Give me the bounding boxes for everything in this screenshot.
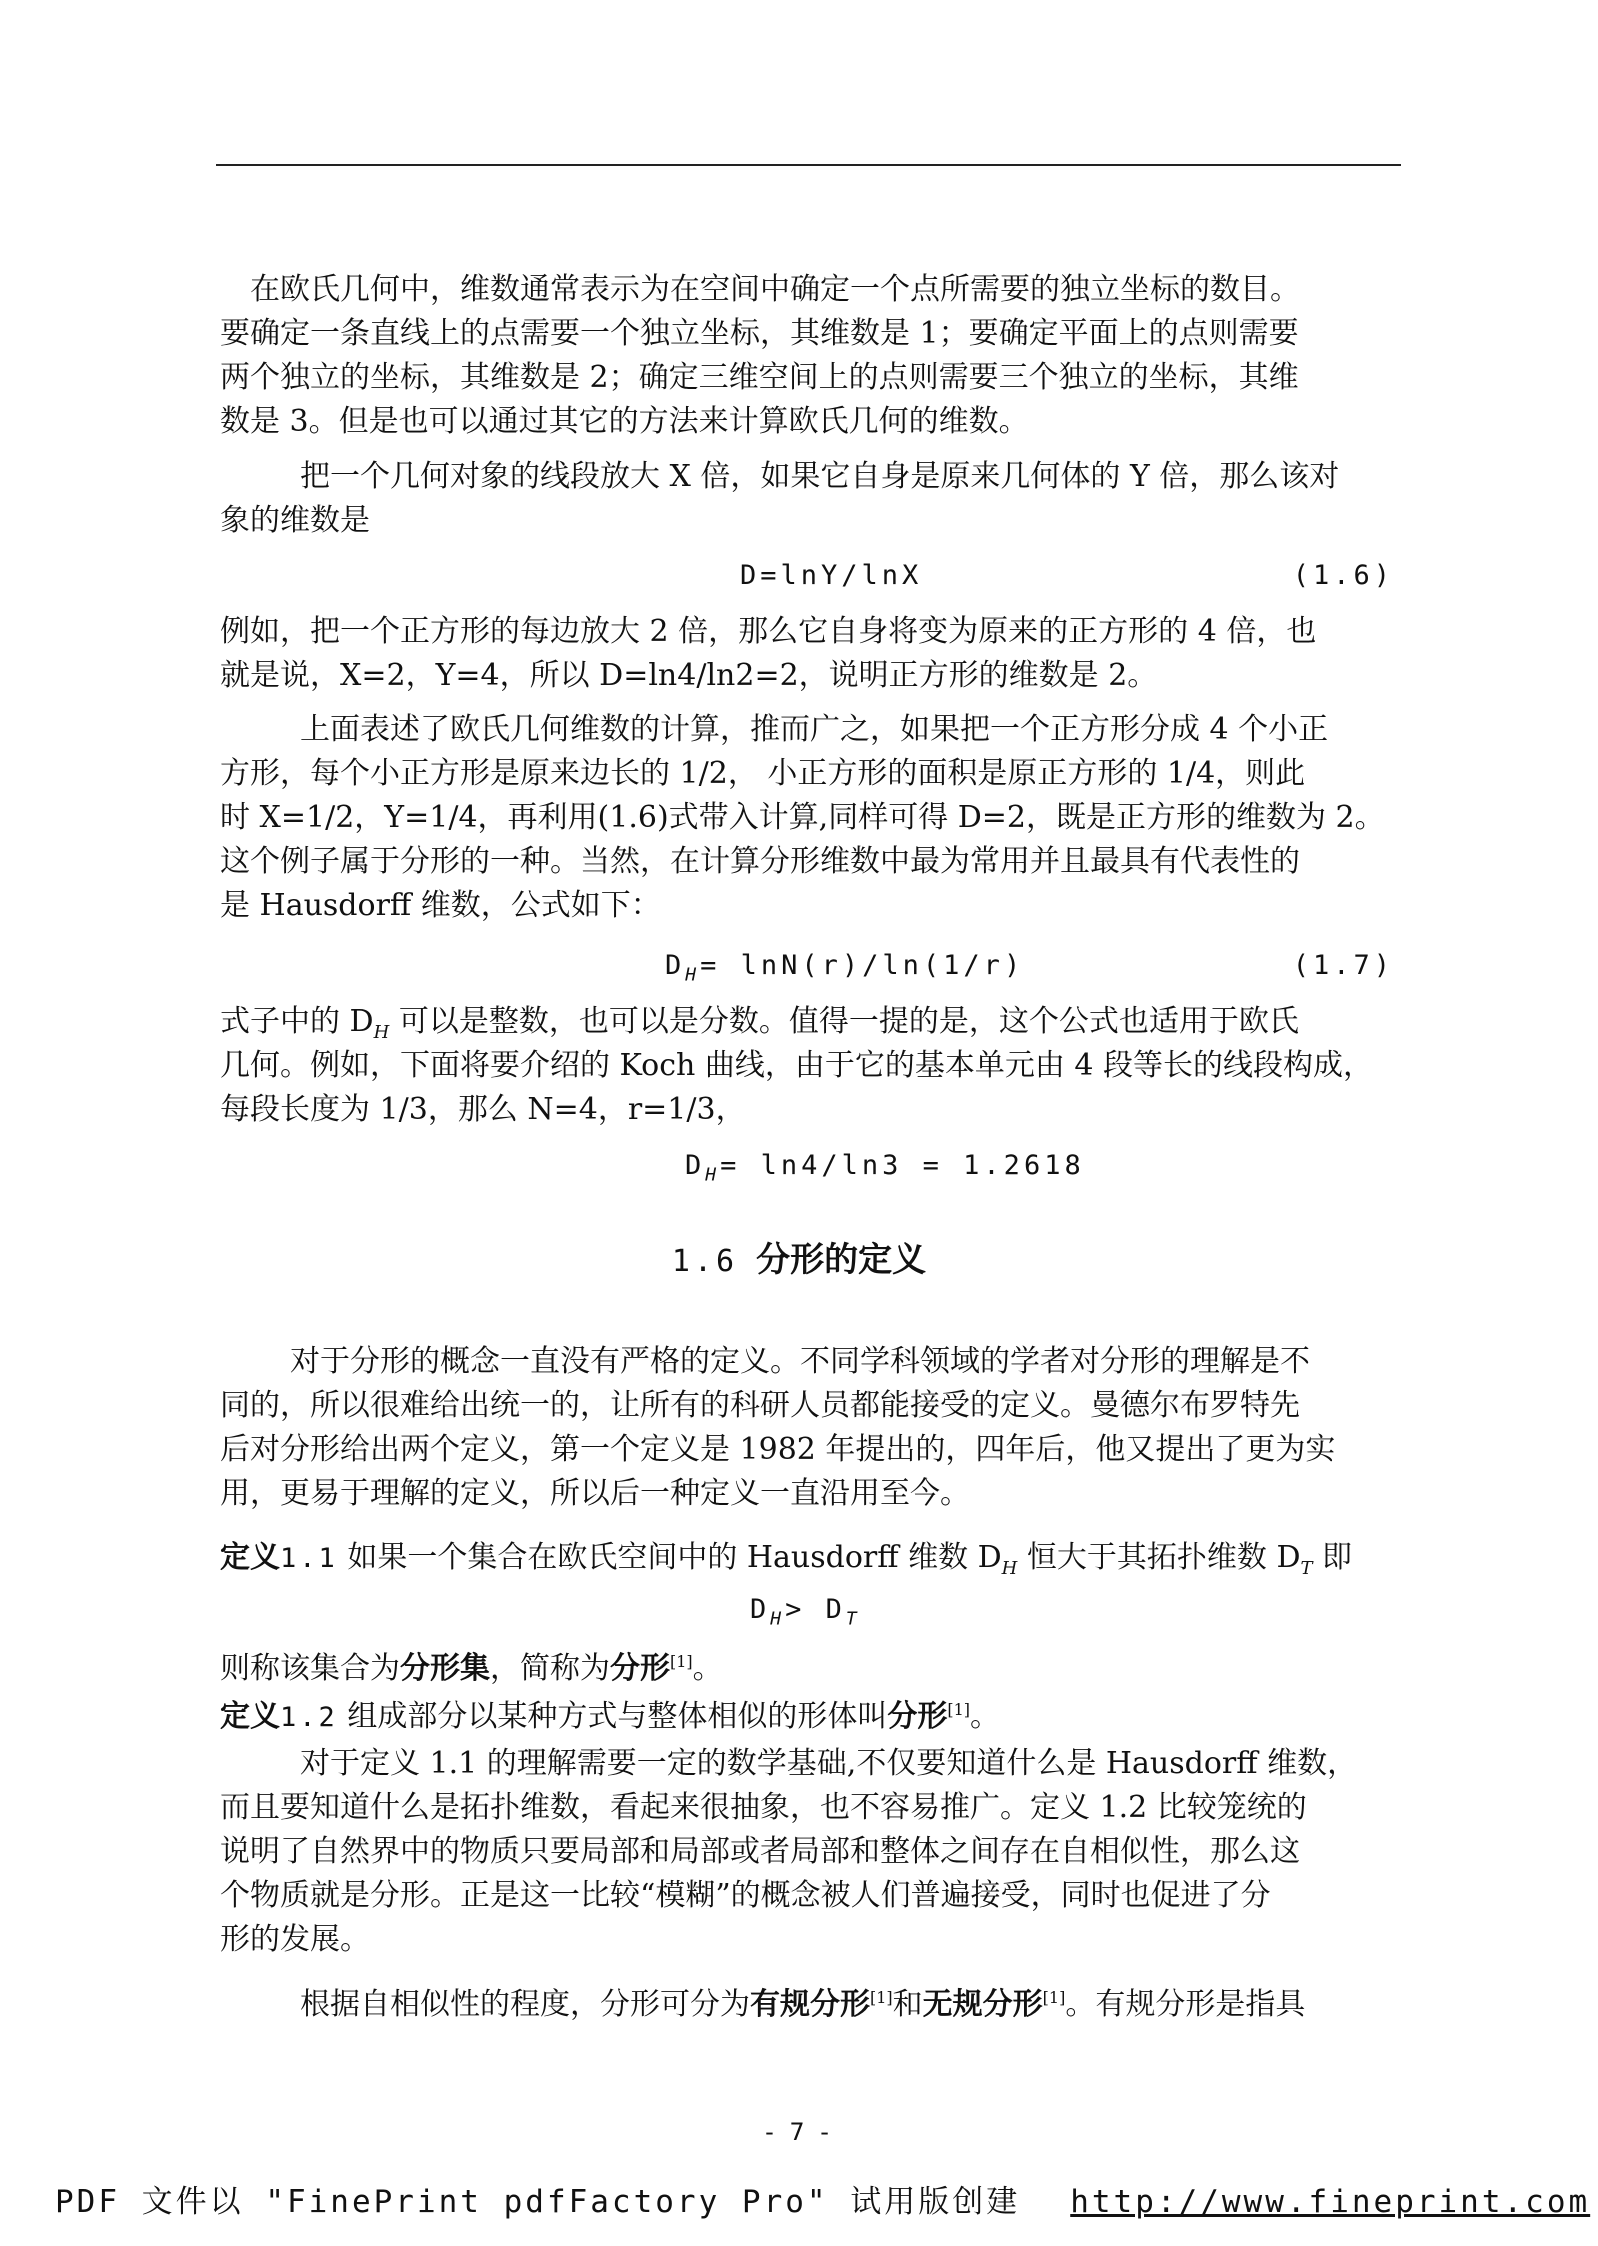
para6-line3: 后对分形给出两个定义，第一个定义是 1982 年提出的，四年后，他又提出了更为实 [220,1432,1336,1467]
para8-text-a: 根据自相似性的程度，分形可分为 [300,1987,750,2022]
header-rule [216,164,1401,166]
def2-number: 1.2 [280,1702,338,1733]
para8-text-b: 和 [892,1987,923,2022]
para2-line2: 象的维数是 [220,503,370,538]
definition-1-2 [220,1688,1400,1740]
para5-line3: 每段长度为 1/3，那么 N=4，r=1/3， [220,1092,746,1127]
eq18-rest: = ln4/ln3 = 1.2618 [720,1150,1085,1181]
para8-ref2: [1] [1042,1988,1066,2007]
def1-formula-sub1: H [770,1608,786,1630]
def1-concl-bold2: 分形 [610,1651,670,1686]
def1-sub-t: T [1300,1558,1313,1579]
equation-1-7 [665,950,1024,985]
equation-1-6-number: (1.6) [1292,560,1394,591]
para4-line4: 这个例子属于分形的一种。当然，在计算分形维数中最为常用并且最具有代表性的 [220,844,1300,879]
para8-bold2: 无规分形 [922,1987,1043,2022]
para3-line1: 例如，把一个正方形的每边放大 2 倍，那么它自身将变为原来的正方形的 4 倍，也 [220,614,1317,649]
def1-concl-bold1: 分形集 [400,1651,490,1686]
def1-sub-h: H [1001,1558,1018,1579]
def1-text-a: 如果一个集合在欧氏空间中的 Hausdorff 维数 D [337,1540,1002,1575]
def2-bold: 分形 [887,1699,948,1734]
para4-line1: 上面表述了欧氏几何维数的计算，推而广之，如果把一个正方形分成 4 个小正 [300,712,1329,747]
def2-ref: [1] [947,1700,970,1719]
para1-line3: 两个独立的坐标，其维数是 2；确定三维空间上的点则需要三个独立的坐标，其维 [220,360,1299,395]
para5-line2: 几何。例如，下面将要介绍的 Koch 曲线，由于它的基本单元由 4 段等长的线段构成， [220,1048,1374,1083]
section-number: 1.6 [671,1244,739,1279]
def2-text: 组成部分以某种方式与整体相似的形体叫 [337,1699,888,1734]
para5-line1a: 式子中的 D [220,1004,374,1039]
definition-1-1-formula [750,1594,861,1629]
section-heading [0,1232,1598,1281]
para6-line2: 同的，所以很难给出统一的，让所有的科研人员都能接受的定义。曼德尔布罗特先 [220,1388,1300,1423]
para5-line1b: 可以是整数，也可以是分数。值得一提的是，这个公式也适用于欧氏 [389,1004,1299,1039]
para3-line2: 就是说，X=2，Y=4，所以 D=ln4/ln2=2，说明正方形的维数是 2。 [220,658,1158,693]
equation-1-7-number: (1.7) [1292,950,1394,981]
para8-ref1: [1] [870,1988,893,2007]
para7-line4: 个物质就是分形。正是这一比较“模糊”的概念被人们普遍接受，同时也促进了分 [220,1878,1271,1913]
para1-line4: 数是 3。但是也可以通过其它的方法来计算欧氏几何的维数。 [220,404,1029,439]
para1-line2: 要确定一条直线上的点需要一个独立坐标，其维数是 1；要确定平面上的点则需要 [220,316,1299,351]
para7-line3: 说明了自然界中的物质只要局部和局部或者局部和整体之间存在自相似性，那么这 [220,1834,1300,1869]
def1-label: 定义 [220,1540,280,1575]
def1-formula-gt: > D [785,1594,846,1625]
def1-formula-d1: D [750,1594,771,1625]
para1-line1: 在欧氏几何中，维数通常表示为在空间中确定一个点所需要的独立坐标的数目。 [250,272,1300,307]
def1-concl-c: 。 [692,1651,723,1686]
def1-text-b: 恒大于其拓扑维数 D [1017,1540,1301,1575]
definition-1-1-conclusion [220,1640,1400,1691]
footer-link[interactable]: http://www.fineprint.com [1070,2184,1591,2220]
def1-concl-b: ，简称为 [490,1651,610,1686]
eq17-sub: H [685,964,701,986]
def2-label: 定义 [220,1699,280,1734]
footer [55,2176,1590,2221]
para7-line2: 而且要知道什么是拓扑维数，看起来很抽象，也不容易推广。定义 1.2 比较笼统的 [220,1790,1307,1825]
para6-line1: 对于分形的概念一直没有严格的定义。不同学科领域的学者对分形的理解是不 [290,1344,1310,1379]
def1-number: 1.1 [280,1543,338,1574]
para8-line1 [220,1976,1400,2027]
para5-line1sub: H [373,1022,390,1043]
eq17-rest: = lnN(r)/ln(1/r) [700,950,1025,981]
eq18-sub: H [705,1164,721,1186]
footer-text: PDF 文件以 "FinePrint pdfFactory Pro" 试用版创建 [55,2184,1021,2220]
equation-koch [685,1150,1085,1185]
equation-1-6: D=lnY/lnX [740,560,923,591]
para7-line1: 对于定义 1.1 的理解需要一定的数学基础,不仅要知道什么是 Hausdorff 维数， [300,1746,1358,1781]
para7-line5: 形的发展。 [220,1922,370,1957]
page-number: - 7 - [765,2118,833,2146]
para4-line3: 时 X=1/2，Y=1/4，再利用(1.6)式带入计算,同样可得 D=2，既是正方形的维数为 2。 [220,800,1385,835]
para4-line2: 方形，每个小正方形是原来边长的 1/2， 小正方形的面积是原正方形的 1/4，则此 [220,756,1306,791]
section-title: 分形的定义 [756,1240,927,1280]
eq18-d: D [685,1150,706,1181]
para2-line1: 把一个几何对象的线段放大 X 倍，如果它自身是原来几何体的 Y 倍，那么该对 [300,459,1340,494]
def1-concl-a: 则称该集合为 [220,1651,400,1686]
eq17-d: D [665,950,686,981]
definition-1-1 [220,1536,1400,1591]
def2-end: 。 [970,1699,1000,1734]
def1-text-c: 即 [1312,1540,1353,1575]
para4-line5: 是 Hausdorff 维数，公式如下： [220,888,661,923]
para8-text-c: 。有规分形是指具 [1065,1987,1306,2022]
def1-formula-sub2: T [845,1608,861,1630]
para8-bold1: 有规分形 [750,1987,870,2022]
def1-concl-ref: [1] [670,1652,693,1671]
para6-line4: 用，更易于理解的定义，所以后一种定义一直沿用至今。 [220,1476,970,1511]
